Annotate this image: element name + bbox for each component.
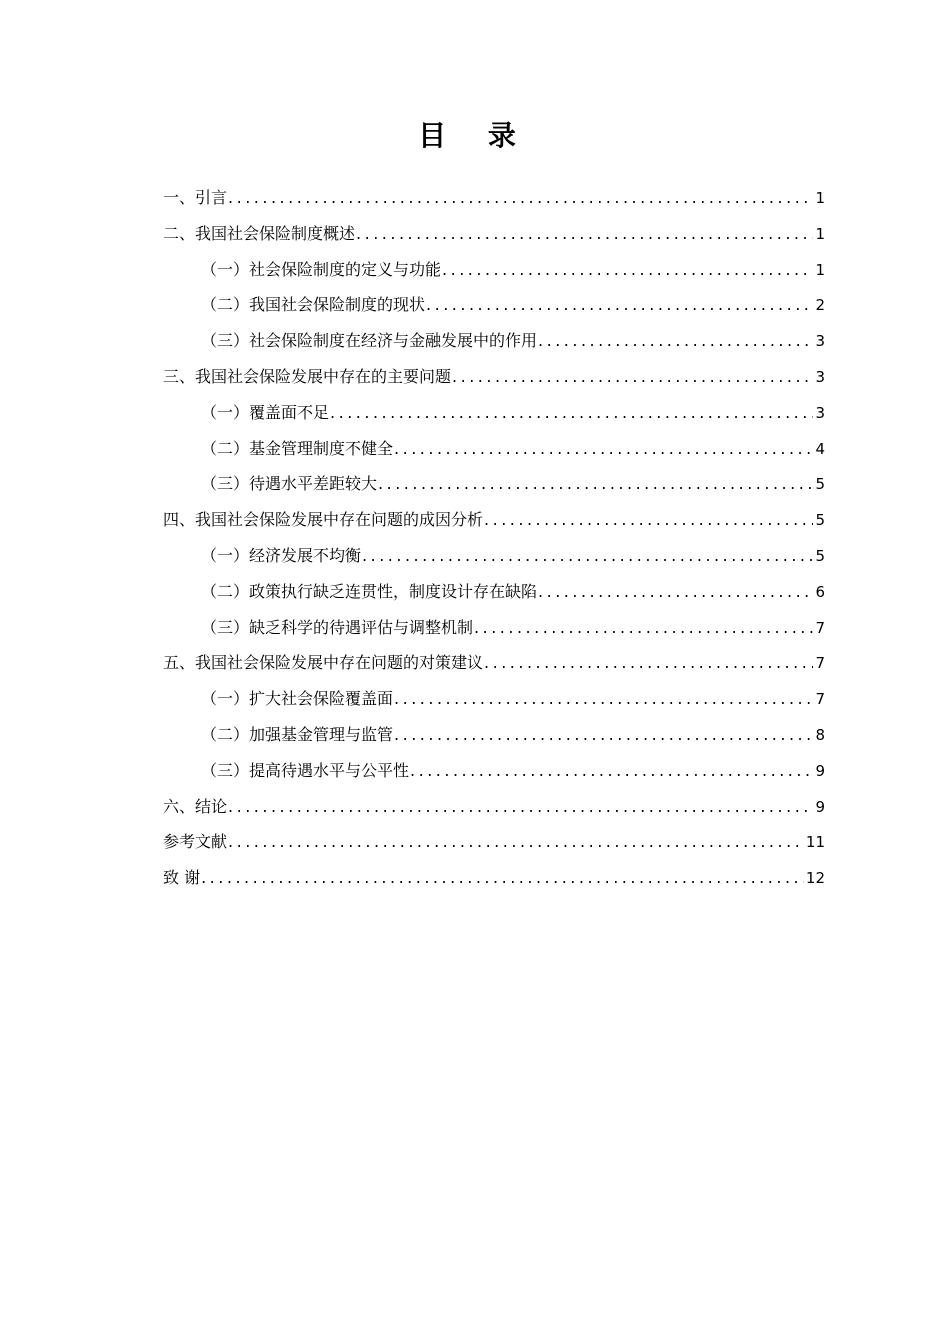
toc-entry-label: 一、引言 (163, 188, 228, 207)
toc-dot-leader (394, 717, 813, 753)
toc-dot-leader (201, 860, 804, 896)
toc-dot-leader (474, 610, 813, 646)
toc-dot-leader (330, 395, 813, 431)
toc-page-number: 11 (805, 833, 825, 852)
toc-entry[interactable] (163, 395, 825, 431)
toc-page-number: 4 (815, 439, 825, 458)
toc-title: 目 录 (418, 119, 532, 152)
toc-entry-label: （一）扩大社会保险覆盖面 (201, 689, 394, 709)
toc-page-number: 12 (805, 869, 825, 888)
toc-entry-label: （三）社会保险制度在经济与金融发展中的作用 (201, 331, 538, 351)
toc-entry-label: （三）待遇水平差距较大 (201, 474, 378, 494)
toc-dot-leader (394, 431, 813, 467)
toc-entry-label: （一）社会保险制度的定义与功能 (201, 259, 442, 279)
toc-entry-label: （二）我国社会保险制度的现状 (201, 295, 426, 315)
toc-page-number: 9 (815, 797, 825, 816)
toc-entry[interactable] (163, 610, 825, 646)
toc-entry[interactable] (163, 323, 825, 359)
toc-dot-leader (442, 252, 813, 288)
toc-dot-leader (538, 323, 813, 359)
toc-entry[interactable] (163, 538, 825, 574)
toc-entry-label: （一）覆盖面不足 (201, 402, 330, 422)
toc-page-number: 9 (815, 761, 825, 780)
toc-entry-label: （二）基金管理制度不健全 (201, 438, 394, 458)
toc-entry-label: 五、我国社会保险发展中存在问题的对策建议 (163, 653, 484, 673)
toc-entry-label: 四、我国社会保险发展中存在问题的成因分析 (163, 510, 484, 530)
toc-entry-label: （二）政策执行缺乏连贯性，制度设计存在缺陷 (201, 581, 538, 601)
toc-entry[interactable] (163, 681, 825, 717)
toc-page-number: 1 (815, 260, 825, 279)
toc-entry[interactable] (163, 789, 825, 825)
toc-dot-leader (228, 789, 813, 825)
toc-entry[interactable] (163, 431, 825, 467)
toc-dot-leader (452, 359, 813, 395)
toc-dot-leader (378, 466, 813, 502)
toc-list (163, 180, 825, 896)
toc-entry[interactable] (163, 824, 825, 860)
toc-entry-label: 六、结论 (163, 796, 228, 816)
toc-page-number: 1 (815, 224, 825, 243)
toc-page-number: 3 (815, 367, 825, 386)
toc-dot-leader (410, 753, 813, 789)
toc-entry[interactable] (163, 180, 825, 216)
toc-entry[interactable] (163, 252, 825, 288)
toc-dot-leader (394, 681, 813, 717)
toc-entry-label: （一）经济发展不均衡 (201, 545, 362, 565)
toc-entry[interactable] (163, 860, 825, 896)
toc-page-number: 5 (815, 511, 825, 530)
toc-dot-leader (426, 287, 813, 323)
toc-entry-label: （三）提高待遇水平与公平性 (201, 760, 410, 780)
toc-entry[interactable] (163, 645, 825, 681)
toc-page-number: 6 (815, 582, 825, 601)
toc-dot-leader (538, 574, 813, 610)
toc-entry-label: 三、我国社会保险发展中存在的主要问题 (163, 366, 452, 386)
toc-entry-label: 参考文献 (163, 832, 228, 852)
toc-page-number: 2 (815, 296, 825, 315)
toc-entry[interactable] (163, 466, 825, 502)
toc-page-number: 5 (815, 546, 825, 565)
toc-entry-label: （三）缺乏科学的待遇评估与调整机制 (201, 617, 474, 637)
toc-dot-leader (484, 645, 813, 681)
toc-page-number: 3 (815, 332, 825, 351)
toc-page-number: 3 (815, 403, 825, 422)
toc-page-number: 7 (815, 618, 825, 637)
toc-page-number: 7 (815, 690, 825, 709)
toc-entry[interactable] (163, 287, 825, 323)
toc-entry[interactable] (163, 216, 825, 252)
toc-entry-label: （二）加强基金管理与监管 (201, 724, 394, 744)
toc-dot-leader (356, 216, 813, 252)
toc-dot-leader (362, 538, 813, 574)
toc-dot-leader (228, 180, 813, 216)
toc-dot-leader (228, 824, 804, 860)
toc-entry-label: 二、我国社会保险制度概述 (163, 223, 356, 243)
toc-page-number: 5 (815, 475, 825, 494)
toc-page-number: 7 (815, 654, 825, 673)
toc-entry[interactable] (163, 753, 825, 789)
toc-dot-leader (484, 502, 813, 538)
toc-entry-label: 致 谢 (163, 868, 201, 888)
toc-entry[interactable] (163, 574, 825, 610)
toc-entry[interactable] (163, 359, 825, 395)
toc-entry[interactable] (163, 502, 825, 538)
toc-page-number: 8 (815, 725, 825, 744)
toc-page-number: 1 (815, 189, 825, 207)
toc-entry[interactable] (163, 717, 825, 753)
